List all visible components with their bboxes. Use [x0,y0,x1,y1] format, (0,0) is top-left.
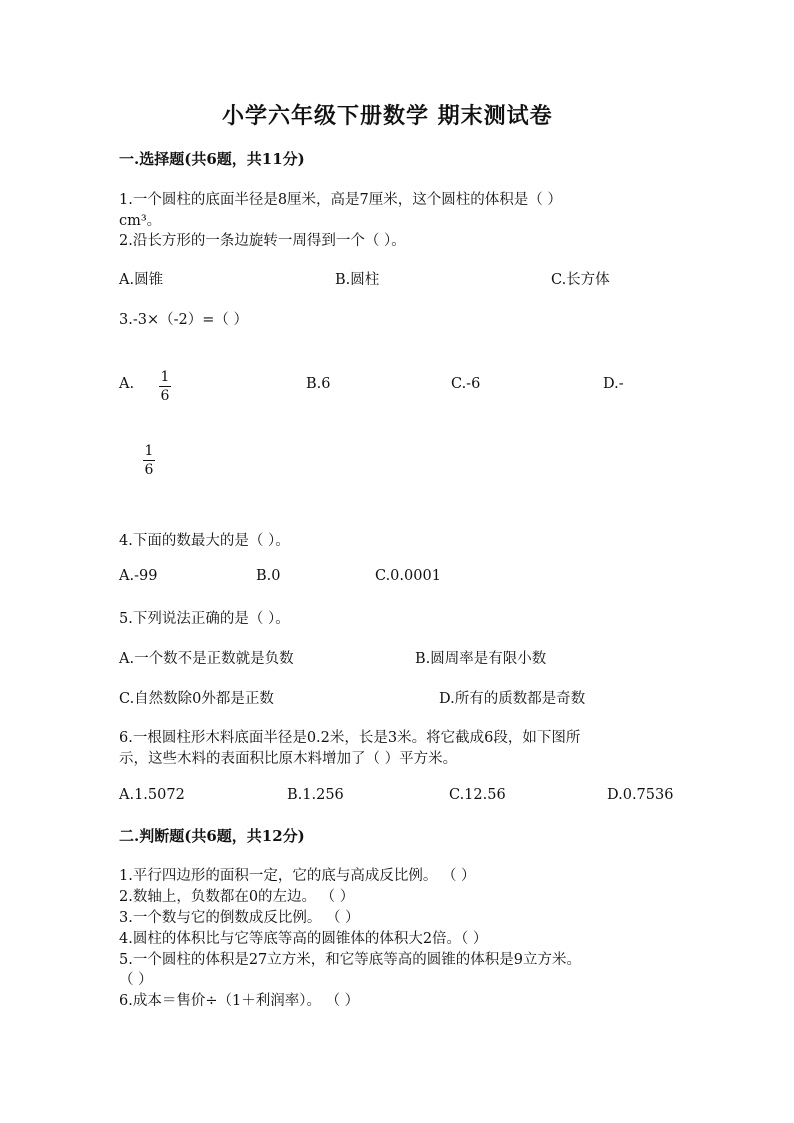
question-6-option-a[interactable]: A.1.5072 [119,787,185,803]
judgement-item-5: 5.一个圆柱的体积是27立方米，和它等底等高的圆锥的体积是9立方米。 [119,952,582,968]
fraction-denominator: 6 [160,388,170,404]
question-6: 6.一根圆柱形木料底面半径是0.2米，长是3米。将它截成6段，如下图所 [119,730,581,746]
question-4-option-b[interactable]: B.0 [256,568,281,584]
fraction-bar [159,386,171,387]
question-3-option-a-label[interactable]: A. [119,376,135,392]
question-2-option-c[interactable]: C.长方体 [551,272,610,288]
question-4-option-c[interactable]: C.0.0001 [375,568,441,584]
question-6-option-b[interactable]: B.1.256 [287,787,344,803]
question-1: 1.一个圆柱的底面半径是8厘米，高是7厘米，这个圆柱的体积是（ ） [119,192,562,208]
question-4: 4.下面的数最大的是（ ）。 [119,533,290,549]
fraction-denominator: 6 [144,462,154,478]
fraction-numerator: 1 [160,369,170,385]
question-4-option-a[interactable]: A.-99 [119,568,158,584]
question-3-option-a-fraction[interactable] [159,369,171,404]
judgement-item-5-answer: （ ） [119,972,153,988]
fraction-numerator: 1 [144,443,154,459]
section-heading-judgement: 二.判断题(共6题，共12分) [119,827,305,845]
judgement-item-6: 6.成本＝售价÷（1＋利润率）。 （ ） [119,993,360,1009]
question-3-option-d-label[interactable]: D.- [603,376,624,392]
question-3: 3.-3×（-2）=（ ） [119,312,248,328]
section-heading-choice: 一.选择题(共6题，共11分) [119,150,305,168]
question-6-option-c[interactable]: C.12.56 [449,787,506,803]
judgement-item-3: 3.一个数与它的倒数成反比例。 （ ） [119,910,360,926]
question-2: 2.沿长方形的一条边旋转一周得到一个（ ）。 [119,233,406,249]
question-3-option-d-fraction[interactable] [143,443,155,478]
judgement-item-1: 1.平行四边形的面积一定，它的底与高成反比例。 （ ） [119,868,476,884]
page-title: 小学六年级下册数学 期末测试卷 [222,103,553,129]
judgement-item-2: 2.数轴上，负数都在0的左边。 （ ） [119,889,355,905]
question-3-option-b[interactable]: B.6 [306,376,331,392]
fraction-bar [143,460,155,461]
question-5: 5.下列说法正确的是（ ）。 [119,611,290,627]
question-5-option-a[interactable]: A.一个数不是正数就是负数 [119,651,294,667]
question-5-option-d[interactable]: D.所有的质数都是奇数 [439,691,586,707]
question-5-option-c[interactable]: C.自然数除0外都是正数 [119,691,274,707]
question-3-option-c[interactable]: C.-6 [451,376,481,392]
question-5-option-b[interactable]: B.圆周率是有限小数 [415,651,547,667]
question-6-option-d[interactable]: D.0.7536 [607,787,674,803]
question-2-option-b[interactable]: B.圆柱 [335,272,380,288]
question-2-option-a[interactable]: A.圆锥 [119,272,164,288]
judgement-item-4: 4.圆柱的体积比与它等底等高的圆锥体的体积大2倍。（ ） [119,931,488,947]
question-1-continuation: cm³。 [119,213,162,229]
question-6-continuation: 示，这些木料的表面积比原木料增加了（ ）平方米。 [119,751,458,767]
